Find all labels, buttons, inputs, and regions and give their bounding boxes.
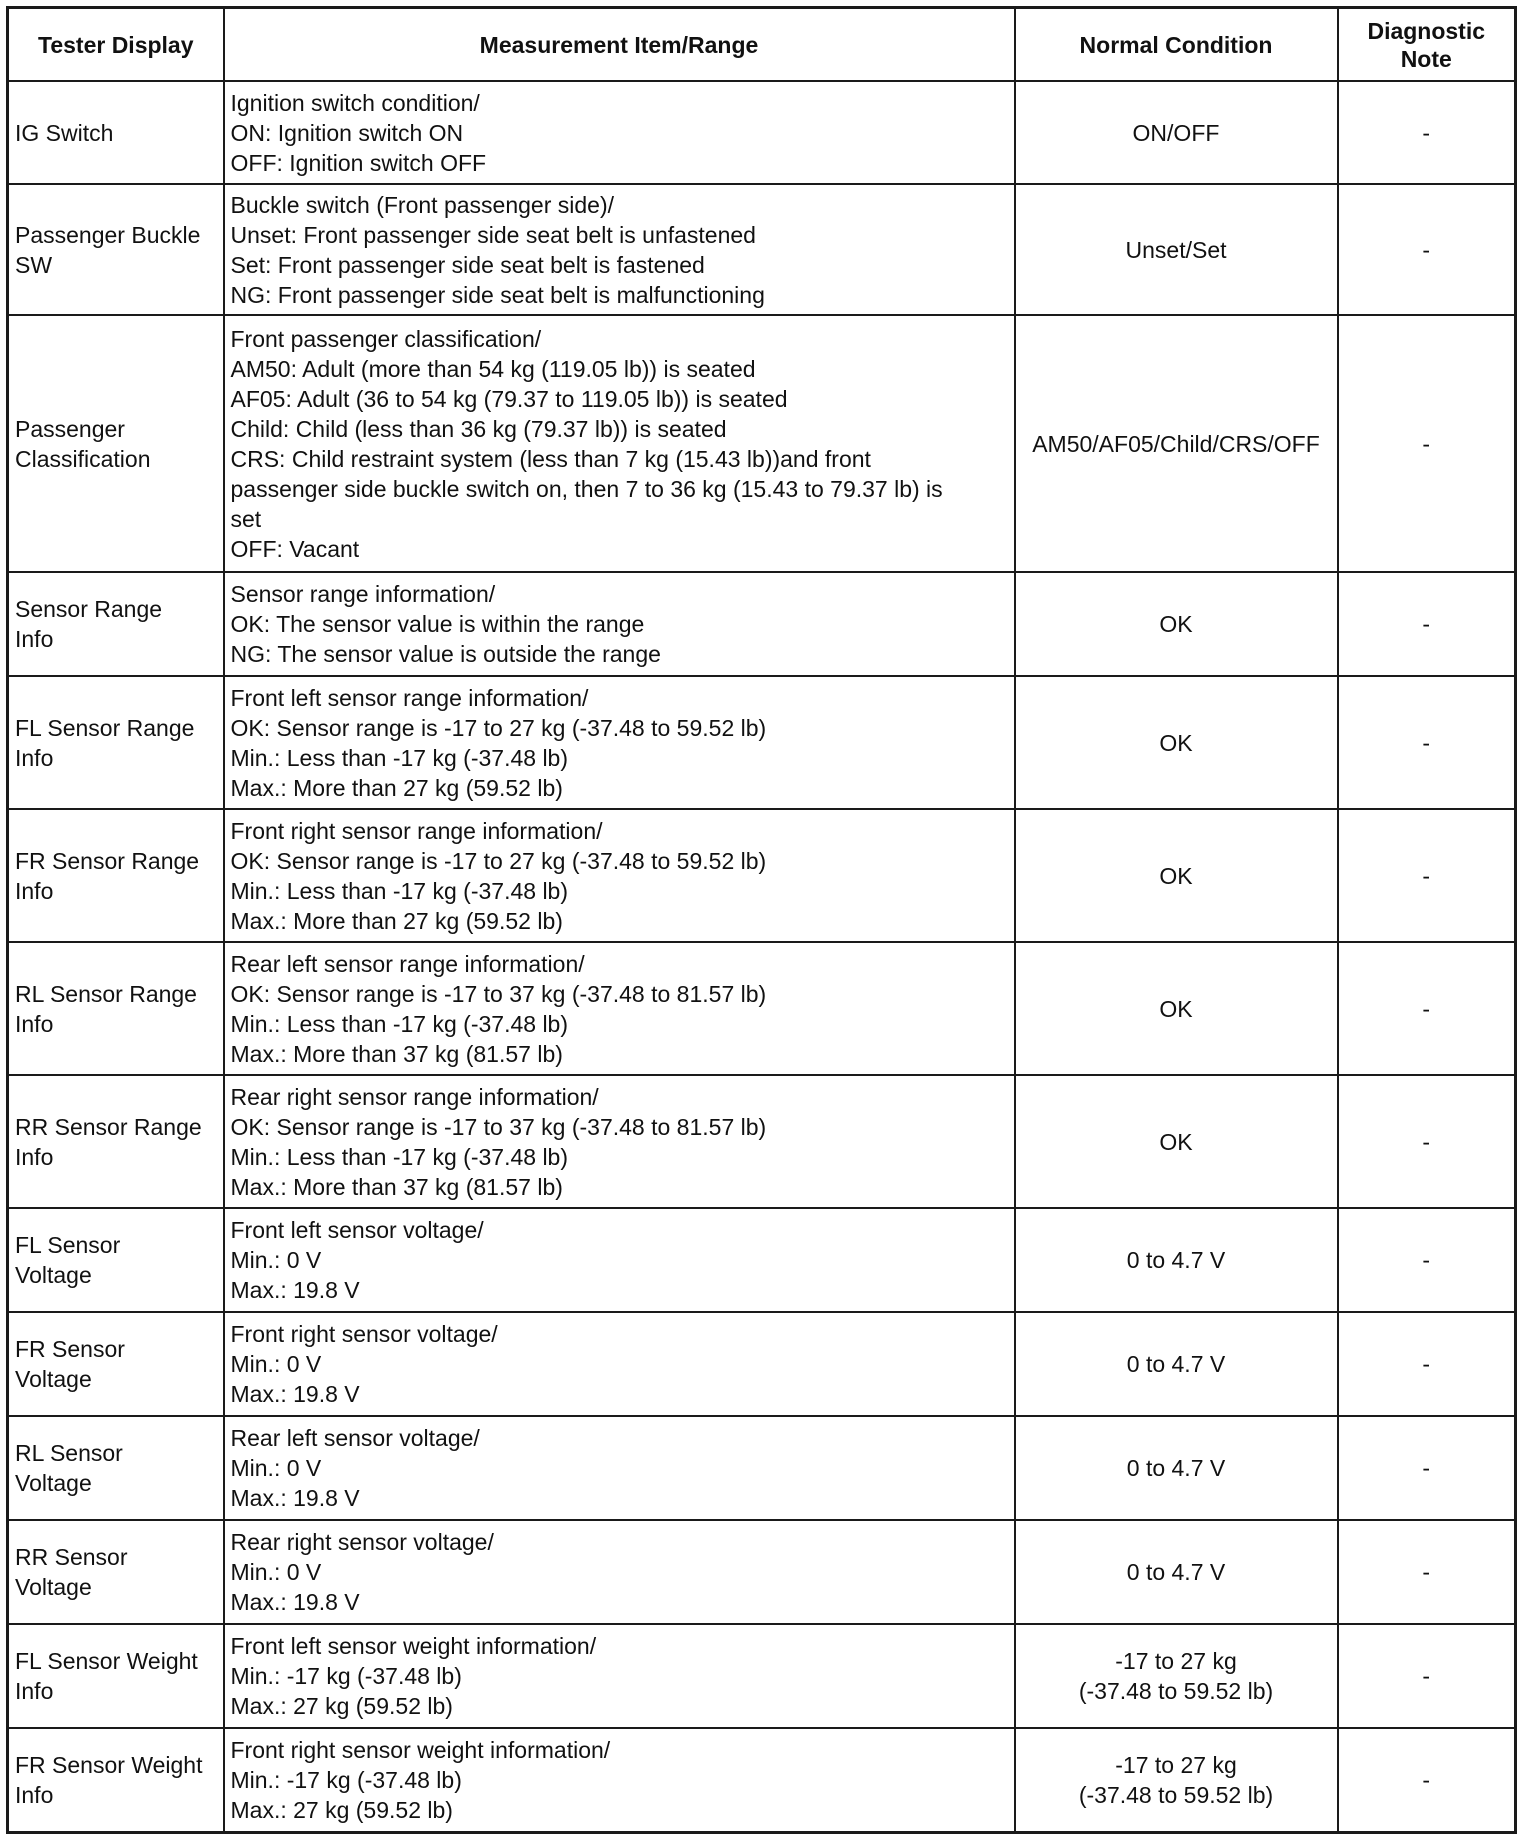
measurement-range-cell-line: Min.: 0 V xyxy=(230,1559,322,1585)
header-tester-display: Tester Display xyxy=(8,8,224,82)
measurement-range-cell-line: Max.: 27 kg (59.52 lb) xyxy=(230,1693,453,1719)
measurement-range-cell xyxy=(224,1520,1015,1624)
measurement-range-cell xyxy=(224,1624,1015,1728)
normal-condition-cell xyxy=(1015,81,1338,184)
normal-condition-cell-line: OK xyxy=(1159,995,1193,1022)
measurement-range-cell-line: Front left sensor voltage/ xyxy=(230,1217,484,1243)
measurement-range-cell-line: Rear left sensor range information/ xyxy=(230,950,585,977)
measurement-range-cell xyxy=(224,1416,1015,1520)
tester-display-cell-line: Passenger xyxy=(15,415,125,442)
normal-condition-cell xyxy=(1015,315,1338,572)
measurement-range-cell xyxy=(224,1312,1015,1416)
measurement-range-cell xyxy=(224,315,1015,572)
measurement-range-cell-line: Max.: 27 kg (59.52 lb) xyxy=(230,1796,453,1823)
measurement-range-cell-line: Max.: 19.8 V xyxy=(230,1485,360,1511)
normal-condition-cell xyxy=(1015,1416,1338,1520)
diagnostic-note-cell: - xyxy=(1338,1520,1516,1624)
tester-display-cell xyxy=(8,1312,224,1416)
tester-display-cell xyxy=(8,942,224,1075)
table-row xyxy=(8,1416,1516,1520)
normal-condition-cell-line: -17 to 27 kg xyxy=(1115,1648,1237,1674)
normal-condition-cell xyxy=(1015,1075,1338,1208)
tester-display-cell xyxy=(8,1624,224,1728)
measurement-range-cell-line: Max.: 19.8 V xyxy=(230,1381,360,1407)
header-diagnostic-note xyxy=(1338,8,1516,82)
diagnostic-note-cell: - xyxy=(1338,81,1516,184)
tester-display-cell-line: SW xyxy=(15,251,53,278)
diagnostic-note-cell: - xyxy=(1338,1208,1516,1312)
diagnostic-note-cell: - xyxy=(1338,1624,1516,1728)
tester-display-cell-line: FR Sensor Range xyxy=(15,847,200,874)
tester-display-cell xyxy=(8,809,224,942)
tester-display-cell-line: RR Sensor xyxy=(15,1544,128,1570)
measurement-range-cell-line: Min.: 0 V xyxy=(230,1455,322,1481)
normal-condition-cell xyxy=(1015,1312,1338,1416)
tester-display-cell-line: FR Sensor Weight xyxy=(15,1751,203,1778)
tester-display-cell-line: FL Sensor Range xyxy=(15,714,195,741)
measurement-range-cell-line: OK: Sensor range is -17 to 27 kg (-37.48 to 59.52 lb) xyxy=(230,847,767,874)
measurement-range-cell-line: Min.: Less than -17 kg (-37.48 lb) xyxy=(230,1010,568,1037)
measurement-range-cell-line: OFF: Vacant xyxy=(230,535,360,562)
diagnostic-note-cell: - xyxy=(1338,184,1516,315)
measurement-range-cell-line: Max.: 19.8 V xyxy=(230,1277,360,1303)
table-row xyxy=(8,184,1516,315)
table-row xyxy=(8,315,1516,572)
measurement-range-cell-line: Front passenger classification/ xyxy=(230,325,542,352)
normal-condition-cell-line: OK xyxy=(1159,729,1193,756)
measurement-range-cell xyxy=(224,1208,1015,1312)
table-row xyxy=(8,572,1516,676)
table-body xyxy=(8,81,1516,1832)
normal-condition-cell xyxy=(1015,572,1338,676)
tester-display-cell-line: RL Sensor xyxy=(15,1440,123,1466)
normal-condition-cell-line: AM50/AF05/Child/CRS/OFF xyxy=(1032,430,1320,457)
measurement-range-cell-line: Max.: More than 37 kg (81.57 lb) xyxy=(230,1173,563,1200)
tester-display-cell-line: IG Switch xyxy=(15,119,114,146)
table-header-row xyxy=(8,8,1516,82)
normal-condition-cell-line: ON/OFF xyxy=(1132,119,1220,146)
measurement-range-cell-line: ON: Ignition switch ON xyxy=(230,119,464,146)
measurement-range-cell-line: AM50: Adult (more than 54 kg (119.05 lb)) is seated xyxy=(230,355,756,382)
measurement-range-cell-line: Front right sensor voltage/ xyxy=(230,1321,498,1347)
normal-condition-cell-line: OK xyxy=(1159,1128,1193,1155)
normal-condition-cell-line: 0 to 4.7 V xyxy=(1126,1351,1226,1377)
normal-condition-cell xyxy=(1015,942,1338,1075)
table-row xyxy=(8,1520,1516,1624)
normal-condition-cell-line: OK xyxy=(1159,611,1193,637)
tester-display-cell-line: Voltage xyxy=(15,1262,92,1288)
table-row xyxy=(8,1624,1516,1728)
tester-display-cell xyxy=(8,184,224,315)
measurement-range-cell-line: Child: Child (less than 36 kg (79.37 lb)) is seated xyxy=(230,415,727,442)
diagnostic-note-cell: - xyxy=(1338,676,1516,809)
diagnostic-note-cell: - xyxy=(1338,942,1516,1075)
measurement-range-cell-line: Buckle switch (Front passenger side)/ xyxy=(230,191,614,218)
measurement-range-cell-line: Unset: Front passenger side seat belt is unfastened xyxy=(230,221,756,248)
diagnostic-note-cell: - xyxy=(1338,1416,1516,1520)
diagnostic-note-cell: - xyxy=(1338,1728,1516,1832)
table-row xyxy=(8,809,1516,942)
measurement-range-cell-line: Rear left sensor voltage/ xyxy=(230,1425,480,1451)
diagnostic-note-cell: - xyxy=(1338,315,1516,572)
normal-condition-cell xyxy=(1015,1624,1338,1728)
tester-display-cell xyxy=(8,1416,224,1520)
measurement-range-cell-line: Min.: Less than -17 kg (-37.48 lb) xyxy=(230,1143,568,1170)
normal-condition-cell-line: (-37.48 to 59.52 lb) xyxy=(1078,1678,1274,1704)
tester-display-cell-line: Info xyxy=(15,877,54,904)
tester-display-cell-line: Classification xyxy=(15,445,151,472)
header-diagnostic-note-line2: Note xyxy=(1400,45,1452,72)
tester-display-cell-line: Sensor Range xyxy=(15,596,163,622)
measurement-range-cell-line: Max.: 19.8 V xyxy=(230,1589,360,1615)
measurement-range-cell-line: set xyxy=(230,505,262,532)
measurement-range-cell-line: Max.: More than 27 kg (59.52 lb) xyxy=(230,907,563,934)
measurement-range-cell-line: Front left sensor weight information/ xyxy=(230,1633,597,1659)
tester-display-table xyxy=(6,6,1517,1834)
measurement-range-cell-line: OK: Sensor range is -17 to 27 kg (-37.48 to 59.52 lb) xyxy=(230,714,767,741)
measurement-range-cell-line: Front right sensor range information/ xyxy=(230,817,603,844)
normal-condition-cell-line: OK xyxy=(1159,862,1193,889)
tester-display-cell xyxy=(8,1728,224,1832)
measurement-range-cell-line: Min.: 0 V xyxy=(230,1351,322,1377)
diagnostic-note-cell: - xyxy=(1338,572,1516,676)
measurement-range-cell-line: Min.: -17 kg (-37.48 lb) xyxy=(230,1766,462,1793)
measurement-range-cell-line: OFF: Ignition switch OFF xyxy=(230,149,487,176)
diagnostic-note-cell: - xyxy=(1338,1312,1516,1416)
tester-display-cell-line: Info xyxy=(15,1143,54,1170)
measurement-range-cell-line: NG: Front passenger side seat belt is malfunctioning xyxy=(230,281,765,308)
header-normal-condition: Normal Condition xyxy=(1015,8,1338,82)
measurement-range-cell-line: Front left sensor range information/ xyxy=(230,684,589,711)
measurement-range-cell xyxy=(224,942,1015,1075)
measurement-range-cell-line: Rear right sensor voltage/ xyxy=(230,1529,494,1555)
normal-condition-cell-line: (-37.48 to 59.52 lb) xyxy=(1078,1781,1274,1808)
measurement-range-cell xyxy=(224,676,1015,809)
table-row xyxy=(8,1075,1516,1208)
measurement-range-cell-line: Min.: -17 kg (-37.48 lb) xyxy=(230,1663,462,1689)
measurement-range-cell-line: OK: Sensor range is -17 to 37 kg (-37.48 to 81.57 lb) xyxy=(230,1113,767,1140)
normal-condition-cell-line: -17 to 27 kg xyxy=(1115,1751,1237,1778)
measurement-range-cell-line: Min.: 0 V xyxy=(230,1247,322,1273)
table-row xyxy=(8,676,1516,809)
measurement-range-cell-line: Min.: Less than -17 kg (-37.48 lb) xyxy=(230,877,568,904)
table-row xyxy=(8,1312,1516,1416)
measurement-range-cell xyxy=(224,572,1015,676)
tester-display-cell-line: Info xyxy=(15,744,54,771)
normal-condition-cell xyxy=(1015,809,1338,942)
measurement-range-cell-line: CRS: Child restraint system (less than 7 kg (15.43 lb))and front xyxy=(230,445,871,472)
normal-condition-cell xyxy=(1015,1208,1338,1312)
normal-condition-cell xyxy=(1015,184,1338,315)
table-row xyxy=(8,942,1516,1075)
measurement-range-cell-line: NG: The sensor value is outside the range xyxy=(230,641,661,667)
measurement-range-cell xyxy=(224,81,1015,184)
diagnostic-note-cell: - xyxy=(1338,1075,1516,1208)
measurement-range-cell-line: Min.: Less than -17 kg (-37.48 lb) xyxy=(230,744,568,771)
tester-display-cell xyxy=(8,315,224,572)
header-diagnostic-note-line1: Diagnostic xyxy=(1367,17,1486,44)
tester-display-cell xyxy=(8,1208,224,1312)
tester-display-cell xyxy=(8,81,224,184)
tester-display-cell xyxy=(8,676,224,809)
tester-display-cell-line: RL Sensor Range xyxy=(15,980,197,1007)
header-measurement-item-range: Measurement Item/Range xyxy=(224,8,1015,82)
measurement-range-cell-line: Sensor range information/ xyxy=(230,581,496,607)
tester-display-cell xyxy=(8,1520,224,1624)
tester-display-cell-line: Voltage xyxy=(15,1366,92,1392)
measurement-range-cell-line: Max.: More than 37 kg (81.57 lb) xyxy=(230,1040,563,1067)
measurement-range-cell-line: Set: Front passenger side seat belt is fastened xyxy=(230,251,705,278)
measurement-range-cell-line: OK: Sensor range is -17 to 37 kg (-37.48 to 81.57 lb) xyxy=(230,980,767,1007)
normal-condition-cell xyxy=(1015,676,1338,809)
tester-display-cell-line: Info xyxy=(15,1010,54,1037)
tester-display-cell-line: Info xyxy=(15,1781,54,1808)
tester-display-cell-line: FL Sensor xyxy=(15,1232,121,1258)
normal-condition-cell-line: 0 to 4.7 V xyxy=(1126,1455,1226,1481)
table-row xyxy=(8,81,1516,184)
measurement-range-cell-line: AF05: Adult (36 to 54 kg (79.37 to 119.05 lb)) is seated xyxy=(230,385,788,412)
tester-display-cell-line: Info xyxy=(15,626,54,652)
measurement-range-cell-line: passenger side buckle switch on, then 7 to 36 kg (15.43 to 79.37 lb) is xyxy=(230,475,943,502)
table-row xyxy=(8,1208,1516,1312)
normal-condition-cell-line: Unset/Set xyxy=(1125,236,1227,263)
measurement-range-cell xyxy=(224,1075,1015,1208)
measurement-range-cell-line: Ignition switch condition/ xyxy=(230,89,480,116)
measurement-range-cell xyxy=(224,809,1015,942)
normal-condition-cell-line: 0 to 4.7 V xyxy=(1126,1559,1226,1585)
tester-display-cell-line: FL Sensor Weight xyxy=(15,1648,198,1674)
normal-condition-cell xyxy=(1015,1520,1338,1624)
tester-display-cell-line: Info xyxy=(15,1678,54,1704)
tester-display-cell-line: RR Sensor Range xyxy=(15,1113,202,1140)
normal-condition-cell xyxy=(1015,1728,1338,1832)
tester-display-cell xyxy=(8,572,224,676)
tester-display-cell-line: FR Sensor xyxy=(15,1336,125,1362)
table-row xyxy=(8,1728,1516,1832)
measurement-range-cell-line: Rear right sensor range information/ xyxy=(230,1083,599,1110)
tester-display-cell-line: Voltage xyxy=(15,1574,92,1600)
measurement-range-cell xyxy=(224,184,1015,315)
measurement-range-cell-line: Front right sensor weight information/ xyxy=(230,1736,611,1763)
tester-display-cell-line: Voltage xyxy=(15,1470,92,1496)
measurement-range-cell-line: OK: The sensor value is within the range xyxy=(230,611,645,637)
tester-display-cell xyxy=(8,1075,224,1208)
diagnostic-note-cell: - xyxy=(1338,809,1516,942)
normal-condition-cell-line: 0 to 4.7 V xyxy=(1126,1247,1226,1273)
measurement-range-cell-line: Max.: More than 27 kg (59.52 lb) xyxy=(230,774,563,801)
measurement-range-cell xyxy=(224,1728,1015,1832)
tester-display-cell-line: Passenger Buckle xyxy=(15,221,201,248)
